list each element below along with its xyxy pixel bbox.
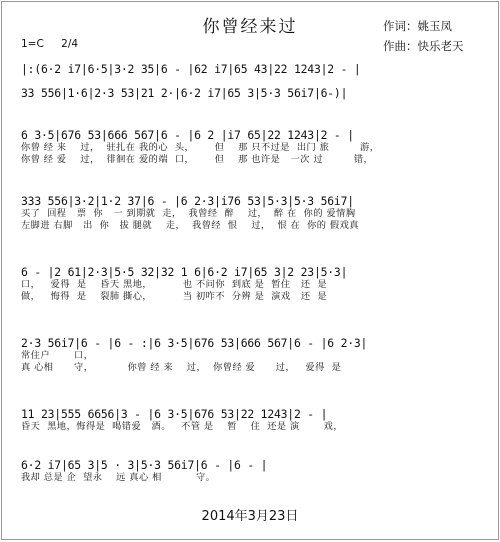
lyric-line-1: 你曾 经 来 过， 驻扎在 我的心 头， 但 那 只不过是 出门 旅 游， [21, 142, 380, 153]
music-system-2 [21, 86, 492, 100]
music-system-7 [21, 407, 492, 433]
lyric-line-1: 我却 总是 企 望永 远 真心 相 守。 [21, 472, 216, 483]
lyric-line-2: 左脚进 右脚 出 你 拔 腿就 走， 我曾经 恨 过， 恨 在 你的 假戏真 [21, 220, 359, 231]
lyric-line-1: 昏天 黑地，悔得是 喝错爱 酒。 不管 是 暂 住 还是 演 戏， [21, 421, 344, 432]
music-system-4 [21, 194, 492, 232]
credits [383, 16, 464, 56]
lyric-line-1: 常住户 口， [21, 350, 94, 361]
music-system-8 [21, 458, 492, 484]
key-label: 1=C [21, 38, 44, 50]
composer-credit: 作曲：快乐老天 [383, 39, 464, 53]
notation-line: 333 556|3·2|1·2 37|6 - |6 2·3|i76 53|5·3|5·3 56i7| [21, 194, 354, 208]
key-signature [21, 38, 78, 50]
lyric-line-1: 口， 爱得 是 昏天 黑地， 也 不问你 到底 是 暂住 还 是 [21, 279, 328, 290]
notation-line: 2·3 56i7|6 - |6 - :|6 3·5|676 53|666 567|6 - |6 2·3| [21, 336, 368, 350]
song-title: 你曾经来过 [202, 17, 298, 37]
lyricist-credit: 作词：姚玉凤 [383, 19, 452, 33]
music-system-1 [21, 62, 492, 76]
meter-label: 2/4 [61, 38, 79, 50]
music-system-6 [21, 336, 492, 374]
notation-line: |:(6·2 i7|6·5|3·2 35|6 - |62 i7|65 43|22 1243|2 - | [21, 62, 361, 76]
sheet-music-page [1, 1, 499, 540]
lyric-line-2: 你曾 经 爱 过， 徘徊在 爱的端 口， 但 那 也许是 一次 过 错， [21, 154, 374, 165]
notation-line: 11 23|555 6656|3 - |6 3·5|676 53|22 1243|2 - | [21, 407, 328, 421]
notation-line: 6 - |2 61|2·3|5·5 32|32 1 6|6·2 i7|65 3|2 23|5·3| [21, 265, 348, 279]
music-system-5 [21, 265, 492, 303]
notation-line: 33 556|1·6|2·3 53|21 2·|6·2 i7|65 3|5·3 56i7|6-)| [21, 86, 348, 100]
lyric-line-1: 买了 回程 票 你 一 到期就 走， 我曾经 醉 过， 醉 在 你的 爱情胸 [21, 208, 356, 219]
music-system-3 [21, 128, 492, 166]
notation-line: 6 3·5|676 53|666 567|6 - |6 2 |i7 65|22 1243|2 - | [21, 128, 354, 142]
lyric-line-2: 做， 悔得 是 裂肺 撕心， 当 初咋不 分辨 是 演戏 还 是 [21, 291, 328, 302]
notation-line: 6·2 i7|65 3|5 · 3|5·3 56i7|6 - |6 - | [21, 458, 268, 472]
lyric-line-2: 真 心相 守， 你曾 经 来 过， 你曾经 爱 过， 爱得 是 [21, 362, 342, 373]
date-footer: 2014年3月23日 [201, 509, 299, 524]
